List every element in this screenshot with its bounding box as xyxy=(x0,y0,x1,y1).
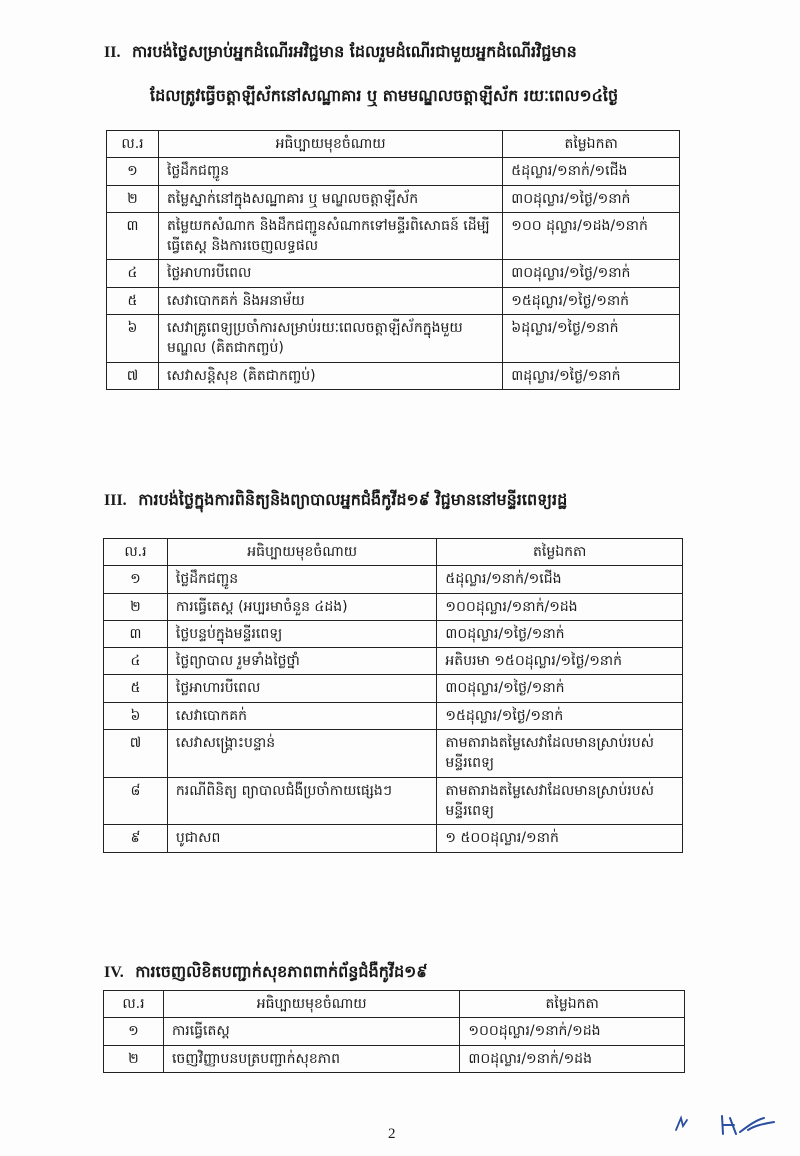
row-price: ១០០ ដុល្លារ/១ដង/១នាក់ xyxy=(503,212,680,260)
table-row xyxy=(104,593,683,620)
row-description: ចេញវិញ្ញាបនបត្របញ្ជាក់សុខភាព xyxy=(163,1045,459,1072)
row-description: ថ្លៃព្យាបាល រួមទាំងថ្លៃថ្នាំ xyxy=(167,648,437,675)
table-row xyxy=(107,260,680,287)
row-number: ៨ xyxy=(104,777,168,825)
table-row xyxy=(107,212,680,260)
column-header-no: ល.រ xyxy=(104,991,164,1018)
row-price: ១៥ដុល្លារ/១ថ្ងៃ/១នាក់ xyxy=(437,702,683,729)
row-price: ៣ដុល្លារ/១ថ្ងៃ/១នាក់ xyxy=(503,362,680,389)
row-price: ៥ដុល្លារ/១នាក់/១ជើង xyxy=(503,158,680,185)
row-description: សេវាសង្គ្រោះបន្ទាន់ xyxy=(167,730,437,778)
row-description: ករណីពិនិត្យ ព្យាបាលជំងឺប្រចាំកាយផ្សេងៗ xyxy=(167,777,437,825)
section-2-heading-line-1 xyxy=(104,42,577,64)
table-row xyxy=(104,566,683,593)
column-header-price: តម្លៃឯកតា xyxy=(460,991,685,1018)
row-number: ៣ xyxy=(104,620,168,647)
row-number: ៦ xyxy=(107,315,159,363)
section-3-number: III. xyxy=(104,492,127,509)
page-number: 2 xyxy=(388,1126,396,1142)
row-description: ថ្លៃអាហារបីពេល xyxy=(158,260,502,287)
row-number: ១ xyxy=(104,1018,164,1045)
section-4-table xyxy=(103,990,685,1073)
row-description: ការធ្វើតេស្ត (អប្បរមាចំនួន ៤ដង) xyxy=(167,593,437,620)
column-header-no: ល.រ xyxy=(107,131,159,158)
table-row xyxy=(104,825,683,852)
table-row xyxy=(107,315,680,363)
column-header-price: តម្លៃឯកតា xyxy=(503,131,680,158)
row-description: សេវាគ្រូពេទ្យប្រចាំការសម្រាប់រយៈពេលចត្តាឡីស័កក្នុងមួយមណ្ឌល (គិតជាកញ្ចប់) xyxy=(158,315,502,363)
row-price: ១ ៥០០ដុល្លារ/១នាក់ xyxy=(437,825,683,852)
table-row xyxy=(104,777,683,825)
row-number: ៥ xyxy=(104,675,168,702)
row-number: ៤ xyxy=(107,260,159,287)
row-description: តម្លៃស្នាក់នៅក្នុងសណ្ឋាគារ ឬ មណ្ឌលចត្តាឡីស័ក xyxy=(158,185,502,212)
table-row xyxy=(104,620,683,647)
section-3-title: ការបង់ថ្លៃក្នុងការពិនិត្យនិងព្យាបាលអ្នកជំងឺកូវីដ១៩ វិជ្ជមាននៅមន្ទីរពេទ្យរដ្ឋ xyxy=(138,490,568,509)
row-price: ៥ដុល្លារ/១នាក់/១ជើង xyxy=(437,566,683,593)
table-header-row xyxy=(104,539,683,566)
table-row xyxy=(104,730,683,778)
table-row xyxy=(107,185,680,212)
row-description: ថ្លៃដឹកជញ្ជូន xyxy=(158,158,502,185)
row-description: ថ្លៃដឹកជញ្ជូន xyxy=(167,566,437,593)
row-description: តម្លៃយកសំណាក និងដឹកជញ្ជូនសំណាកទៅមន្ទីរពិសោធន៍ ដើម្បីធ្វើតេស្ត និងការចេញលទ្ធផល xyxy=(158,212,502,260)
row-number: ៦ xyxy=(104,702,168,729)
row-description: បូជាសព xyxy=(167,825,437,852)
row-number: ៤ xyxy=(104,648,168,675)
row-price: ៦ដុល្លារ/១ថ្ងៃ/១នាក់ xyxy=(503,315,680,363)
row-price: ៣០ដុល្លារ/១ថ្ងៃ/១នាក់ xyxy=(503,260,680,287)
section-3-heading xyxy=(104,490,567,512)
row-price: ៣០ដុល្លារ/១ថ្ងៃ/១នាក់ xyxy=(503,185,680,212)
initial-signature-mark-2 xyxy=(718,1112,778,1138)
table-row xyxy=(104,1018,685,1045)
section-2-title-line-2: ដែលត្រូវធ្វើចត្តាឡីស័កនៅសណ្ឋាគារ ឬ តាមមណ្ឌលចត្តាឡីស័ក រយៈពេល១៤ថ្ងៃ xyxy=(150,86,619,105)
table-row xyxy=(104,1045,685,1072)
row-price: ៣០ដុល្លារ/១ថ្ងៃ/១នាក់ xyxy=(437,675,683,702)
table-row xyxy=(107,158,680,185)
section-2-title-line-1: ការបង់ថ្លៃសម្រាប់អ្នកដំណើរអវិជ្ជមាន ដែលរួមដំណើរជាមួយអ្នកដំណើរវិជ្ជមាន xyxy=(132,42,577,61)
row-description: ថ្លៃបន្ទប់ក្នុងមន្ទីរពេទ្យ xyxy=(167,620,437,647)
table-row xyxy=(104,702,683,729)
table-row xyxy=(104,648,683,675)
section-2-number: II. xyxy=(104,44,121,61)
section-2-table xyxy=(106,130,680,390)
row-number: ៧ xyxy=(104,730,168,778)
table-row xyxy=(107,362,680,389)
row-price: ៣០ដុល្លារ/១នាក់/១ដង xyxy=(460,1045,685,1072)
row-number: ៩ xyxy=(104,825,168,852)
row-description: សេវាបោកគក់ និងអនាម័យ xyxy=(158,287,502,314)
table-header-row xyxy=(104,991,685,1018)
row-price: ១០០ដុល្លារ/១នាក់/១ដង xyxy=(460,1018,685,1045)
table-row xyxy=(104,675,683,702)
row-number: ២ xyxy=(104,1045,164,1072)
row-number: ១ xyxy=(107,158,159,185)
row-price: ១៥ដុល្លារ/១ថ្ងៃ/១នាក់ xyxy=(503,287,680,314)
row-description: ការធ្វើតេស្ត xyxy=(163,1018,459,1045)
row-number: ៣ xyxy=(107,212,159,260)
row-price: ១០០ដុល្លារ/១នាក់/១ដង xyxy=(437,593,683,620)
row-number: ២ xyxy=(104,593,168,620)
table-row xyxy=(107,287,680,314)
row-number: ៧ xyxy=(107,362,159,389)
section-4-number: IV. xyxy=(104,964,124,981)
column-header-description: អធិប្បាយមុខចំណាយ xyxy=(158,131,502,158)
row-price: តាមតារាងតម្លៃសេវាដែលមានស្រាប់របស់មន្ទីរពេទ្យ xyxy=(437,730,683,778)
section-2-heading-line-2 xyxy=(150,86,618,107)
section-4-heading xyxy=(104,962,428,984)
table-header-row xyxy=(107,131,680,158)
section-3-table xyxy=(103,538,683,853)
initial-signature-mark-1 xyxy=(670,1112,694,1136)
column-header-description: អធិប្បាយមុខចំណាយ xyxy=(167,539,437,566)
row-price: ៣០ដុល្លារ/១ថ្ងៃ/១នាក់ xyxy=(437,620,683,647)
section-4-title: ការចេញលិខិតបញ្ជាក់សុខភាពពាក់ព័ន្ធជំងឺកូវីដ១៩ xyxy=(135,962,428,981)
row-description: សេវាសន្តិសុខ (គិតជាកញ្ចប់) xyxy=(158,362,502,389)
column-header-price: តម្លៃឯកតា xyxy=(437,539,683,566)
row-price: តាមតារាងតម្លៃសេវាដែលមានស្រាប់របស់មន្ទីរពេទ្យ xyxy=(437,777,683,825)
column-header-no: ល.រ xyxy=(104,539,168,566)
row-number: ៥ xyxy=(107,287,159,314)
row-description: សេវាបោកគក់ xyxy=(167,702,437,729)
row-number: ២ xyxy=(107,185,159,212)
row-description: ថ្លៃអាហារបីពេល xyxy=(167,675,437,702)
column-header-description: អធិប្បាយមុខចំណាយ xyxy=(163,991,459,1018)
row-number: ១ xyxy=(104,566,168,593)
row-price: អតិបរមា ១៥០ដុល្លារ/១ថ្ងៃ/១នាក់ xyxy=(437,648,683,675)
